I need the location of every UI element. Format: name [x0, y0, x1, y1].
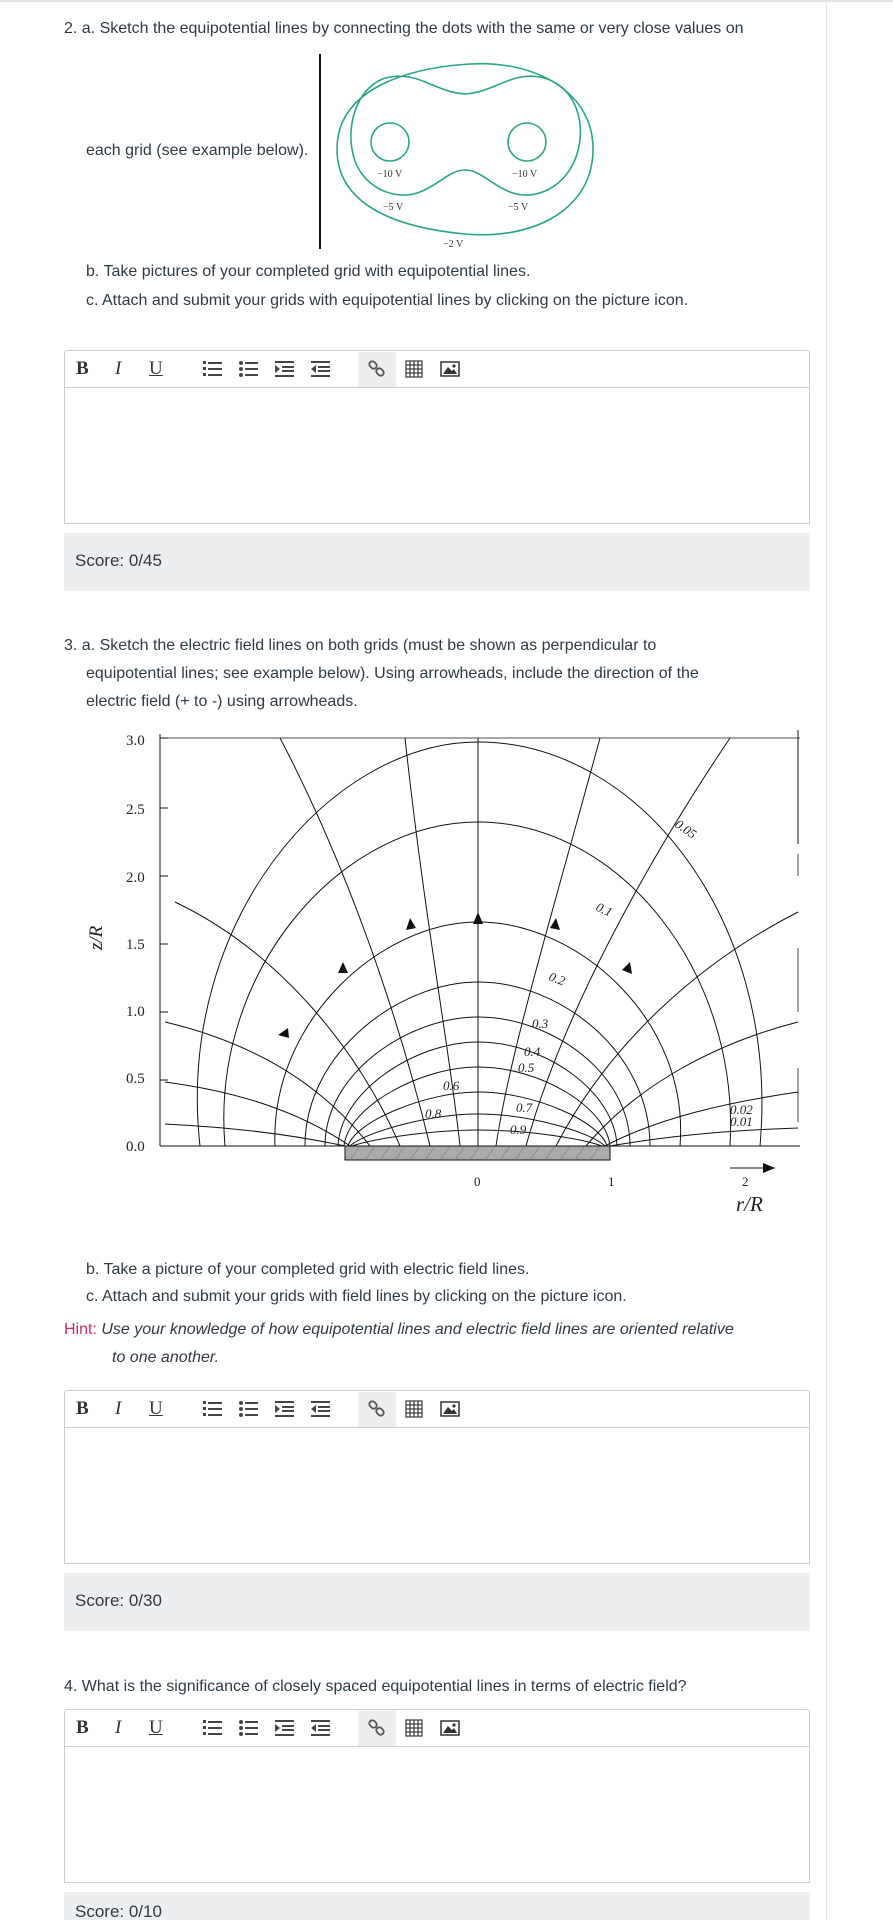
x-tick-2: 2: [742, 1174, 749, 1189]
label-0.2: 0.2: [546, 968, 568, 989]
q2-text-b: b. Take pictures of your completed grid with equipotential lines.: [86, 263, 531, 280]
outdent-icon[interactable]: [311, 1400, 331, 1418]
ordered-list-icon[interactable]: [203, 1719, 223, 1737]
y-axis-label: z/R: [86, 925, 107, 950]
equipotential-example-figure: [315, 52, 605, 252]
x-tick-1: 1: [608, 1174, 615, 1189]
q4-score-bar: [64, 1892, 810, 1920]
y-tick-1.5: 1.5: [126, 937, 145, 953]
field-line-3: [280, 738, 430, 1146]
table-icon[interactable]: [405, 360, 423, 378]
outdent-icon[interactable]: [311, 360, 331, 378]
contour-0.1: [224, 822, 731, 1146]
label-0.05: 0.05: [672, 816, 700, 842]
left-equipotential: [371, 123, 409, 161]
bullet-list-icon[interactable]: [239, 1719, 259, 1737]
x-tick-labels: [474, 1174, 749, 1189]
q3-text-a-cont2: electric field (+ to -) using arrowheads.: [86, 693, 358, 710]
contour-0.6: [344, 1067, 610, 1146]
equipotential-contours: [197, 742, 762, 1146]
bold-button[interactable]: B: [76, 1717, 89, 1738]
underline-button[interactable]: U: [149, 1398, 163, 1419]
link-icon[interactable]: [368, 360, 386, 378]
q3-text-c: c. Attach and submit your grids with field lines by clicking on the picture icon.: [86, 1288, 627, 1305]
label-0.5: 0.5: [518, 1060, 535, 1075]
field-line-8: [586, 1022, 798, 1146]
italic-button[interactable]: I: [115, 1398, 122, 1419]
x-tick-0: 0: [474, 1174, 481, 1189]
link-icon[interactable]: [368, 1400, 386, 1418]
field-line-2: [496, 738, 600, 1146]
label-10v-left: −10 V: [377, 169, 403, 180]
label-0.9: 0.9: [510, 1122, 527, 1137]
y-tick-0.0: 0.0: [126, 1139, 145, 1155]
y-tick-marks: [160, 738, 168, 1080]
q3-text-a-cont1: equipotential lines; see example below). Using arrowheads, include the direction of the: [86, 665, 699, 682]
label-5v-left: −5 V: [383, 202, 404, 213]
table-icon[interactable]: [405, 1400, 423, 1418]
label-0.02: 0.02: [730, 1102, 753, 1117]
table-icon[interactable]: [405, 1719, 423, 1737]
italic-button[interactable]: I: [115, 358, 122, 379]
picture-icon[interactable]: [440, 1719, 460, 1737]
field-line-4: [526, 738, 730, 1146]
label-0.6: 0.6: [443, 1078, 460, 1093]
hint-text-2: to one another.: [112, 1349, 220, 1366]
q3-editor-area[interactable]: [64, 1428, 810, 1564]
y-tick-labels: [126, 733, 145, 1155]
right-equipotential: [508, 123, 546, 161]
label-0.8: 0.8: [425, 1106, 442, 1121]
label-0.3: 0.3: [532, 1016, 549, 1031]
underline-button[interactable]: U: [149, 1717, 163, 1738]
q4-editor-toolbar: [64, 1709, 810, 1747]
label-0.01: 0.01: [730, 1114, 753, 1129]
q4-editor-area[interactable]: [64, 1747, 810, 1883]
hint-text-1: Use your knowledge of how equipotential lines and electric field lines are oriented relative: [101, 1321, 734, 1338]
hint-label: Hint:: [64, 1321, 97, 1338]
arrow-3: [338, 962, 348, 973]
y-tick-0.5: 0.5: [126, 1071, 145, 1087]
q3-text-a: 3. a. Sketch the electric field lines on both grids (must be shown as perpendicular to: [64, 637, 657, 654]
outer-equipotential: [337, 64, 593, 235]
right-divider: [826, 0, 827, 1920]
ordered-list-icon[interactable]: [203, 360, 223, 378]
q2-editor-toolbar: [64, 350, 810, 388]
q3-score-bar: [64, 1573, 810, 1631]
indent-icon[interactable]: [275, 360, 295, 378]
q2-text-a-cont: each grid (see example below).: [86, 142, 309, 159]
label-0.7: 0.7: [516, 1100, 533, 1115]
q3-editor-toolbar: [64, 1390, 810, 1428]
indent-icon[interactable]: [275, 1719, 295, 1737]
y-tick-2.5: 2.5: [126, 802, 145, 818]
x-axis-arrowhead: [763, 1163, 775, 1173]
q2-editor-area[interactable]: [64, 388, 810, 524]
arrow-4: [622, 962, 632, 974]
q3-hint: [64, 1319, 734, 1341]
q2-score-bar: [64, 533, 810, 591]
indent-icon[interactable]: [275, 1400, 295, 1418]
ordered-list-icon[interactable]: [203, 1400, 223, 1418]
y-tick-2.0: 2.0: [126, 870, 145, 886]
outdent-icon[interactable]: [311, 1719, 331, 1737]
contour-0.9: [352, 1130, 602, 1146]
top-divider: [0, 0, 893, 2]
label-2v: −2 V: [443, 239, 464, 250]
q2-text-a: 2. a. Sketch the equipotential lines by connecting the dots with the same or very close values on: [64, 20, 744, 37]
arrow-5: [278, 1028, 289, 1038]
field-lines: [165, 738, 798, 1146]
link-icon[interactable]: [368, 1719, 386, 1737]
q3-score: Score: 0/30: [75, 1591, 162, 1610]
label-0.1: 0.1: [593, 899, 615, 920]
arrow-2: [550, 918, 560, 930]
picture-icon[interactable]: [440, 1400, 460, 1418]
y-tick-3.0: 3.0: [126, 733, 145, 749]
bold-button[interactable]: B: [76, 358, 89, 379]
underline-button[interactable]: U: [149, 358, 163, 379]
bold-button[interactable]: B: [76, 1398, 89, 1419]
q3-text-b: b. Take a picture of your completed grid with electric field lines.: [86, 1261, 530, 1278]
field-lines-chart: [80, 722, 810, 1224]
arrow-1: [406, 918, 416, 930]
q2-score: Score: 0/45: [75, 551, 162, 570]
q4-question: 4. What is the significance of closely spaced equipotential lines in terms of electric field?: [64, 1678, 687, 1695]
label-5v-right: −5 V: [508, 202, 529, 213]
q4-score: Score: 0/10: [75, 1902, 162, 1921]
picture-icon[interactable]: [440, 360, 460, 378]
arrow-center: [473, 912, 483, 924]
label-10v-right: −10 V: [512, 169, 538, 180]
field-line-9: [165, 1082, 350, 1146]
bullet-list-icon[interactable]: [239, 1400, 259, 1418]
y-tick-1.0: 1.0: [126, 1004, 145, 1020]
x-axis-label: r/R: [736, 1192, 763, 1216]
bullet-list-icon[interactable]: [239, 360, 259, 378]
italic-button[interactable]: I: [115, 1717, 122, 1738]
q2-text-c: c. Attach and submit your grids with equipotential lines by clicking on the picture icon.: [86, 292, 689, 309]
label-0.4: 0.4: [524, 1044, 541, 1059]
